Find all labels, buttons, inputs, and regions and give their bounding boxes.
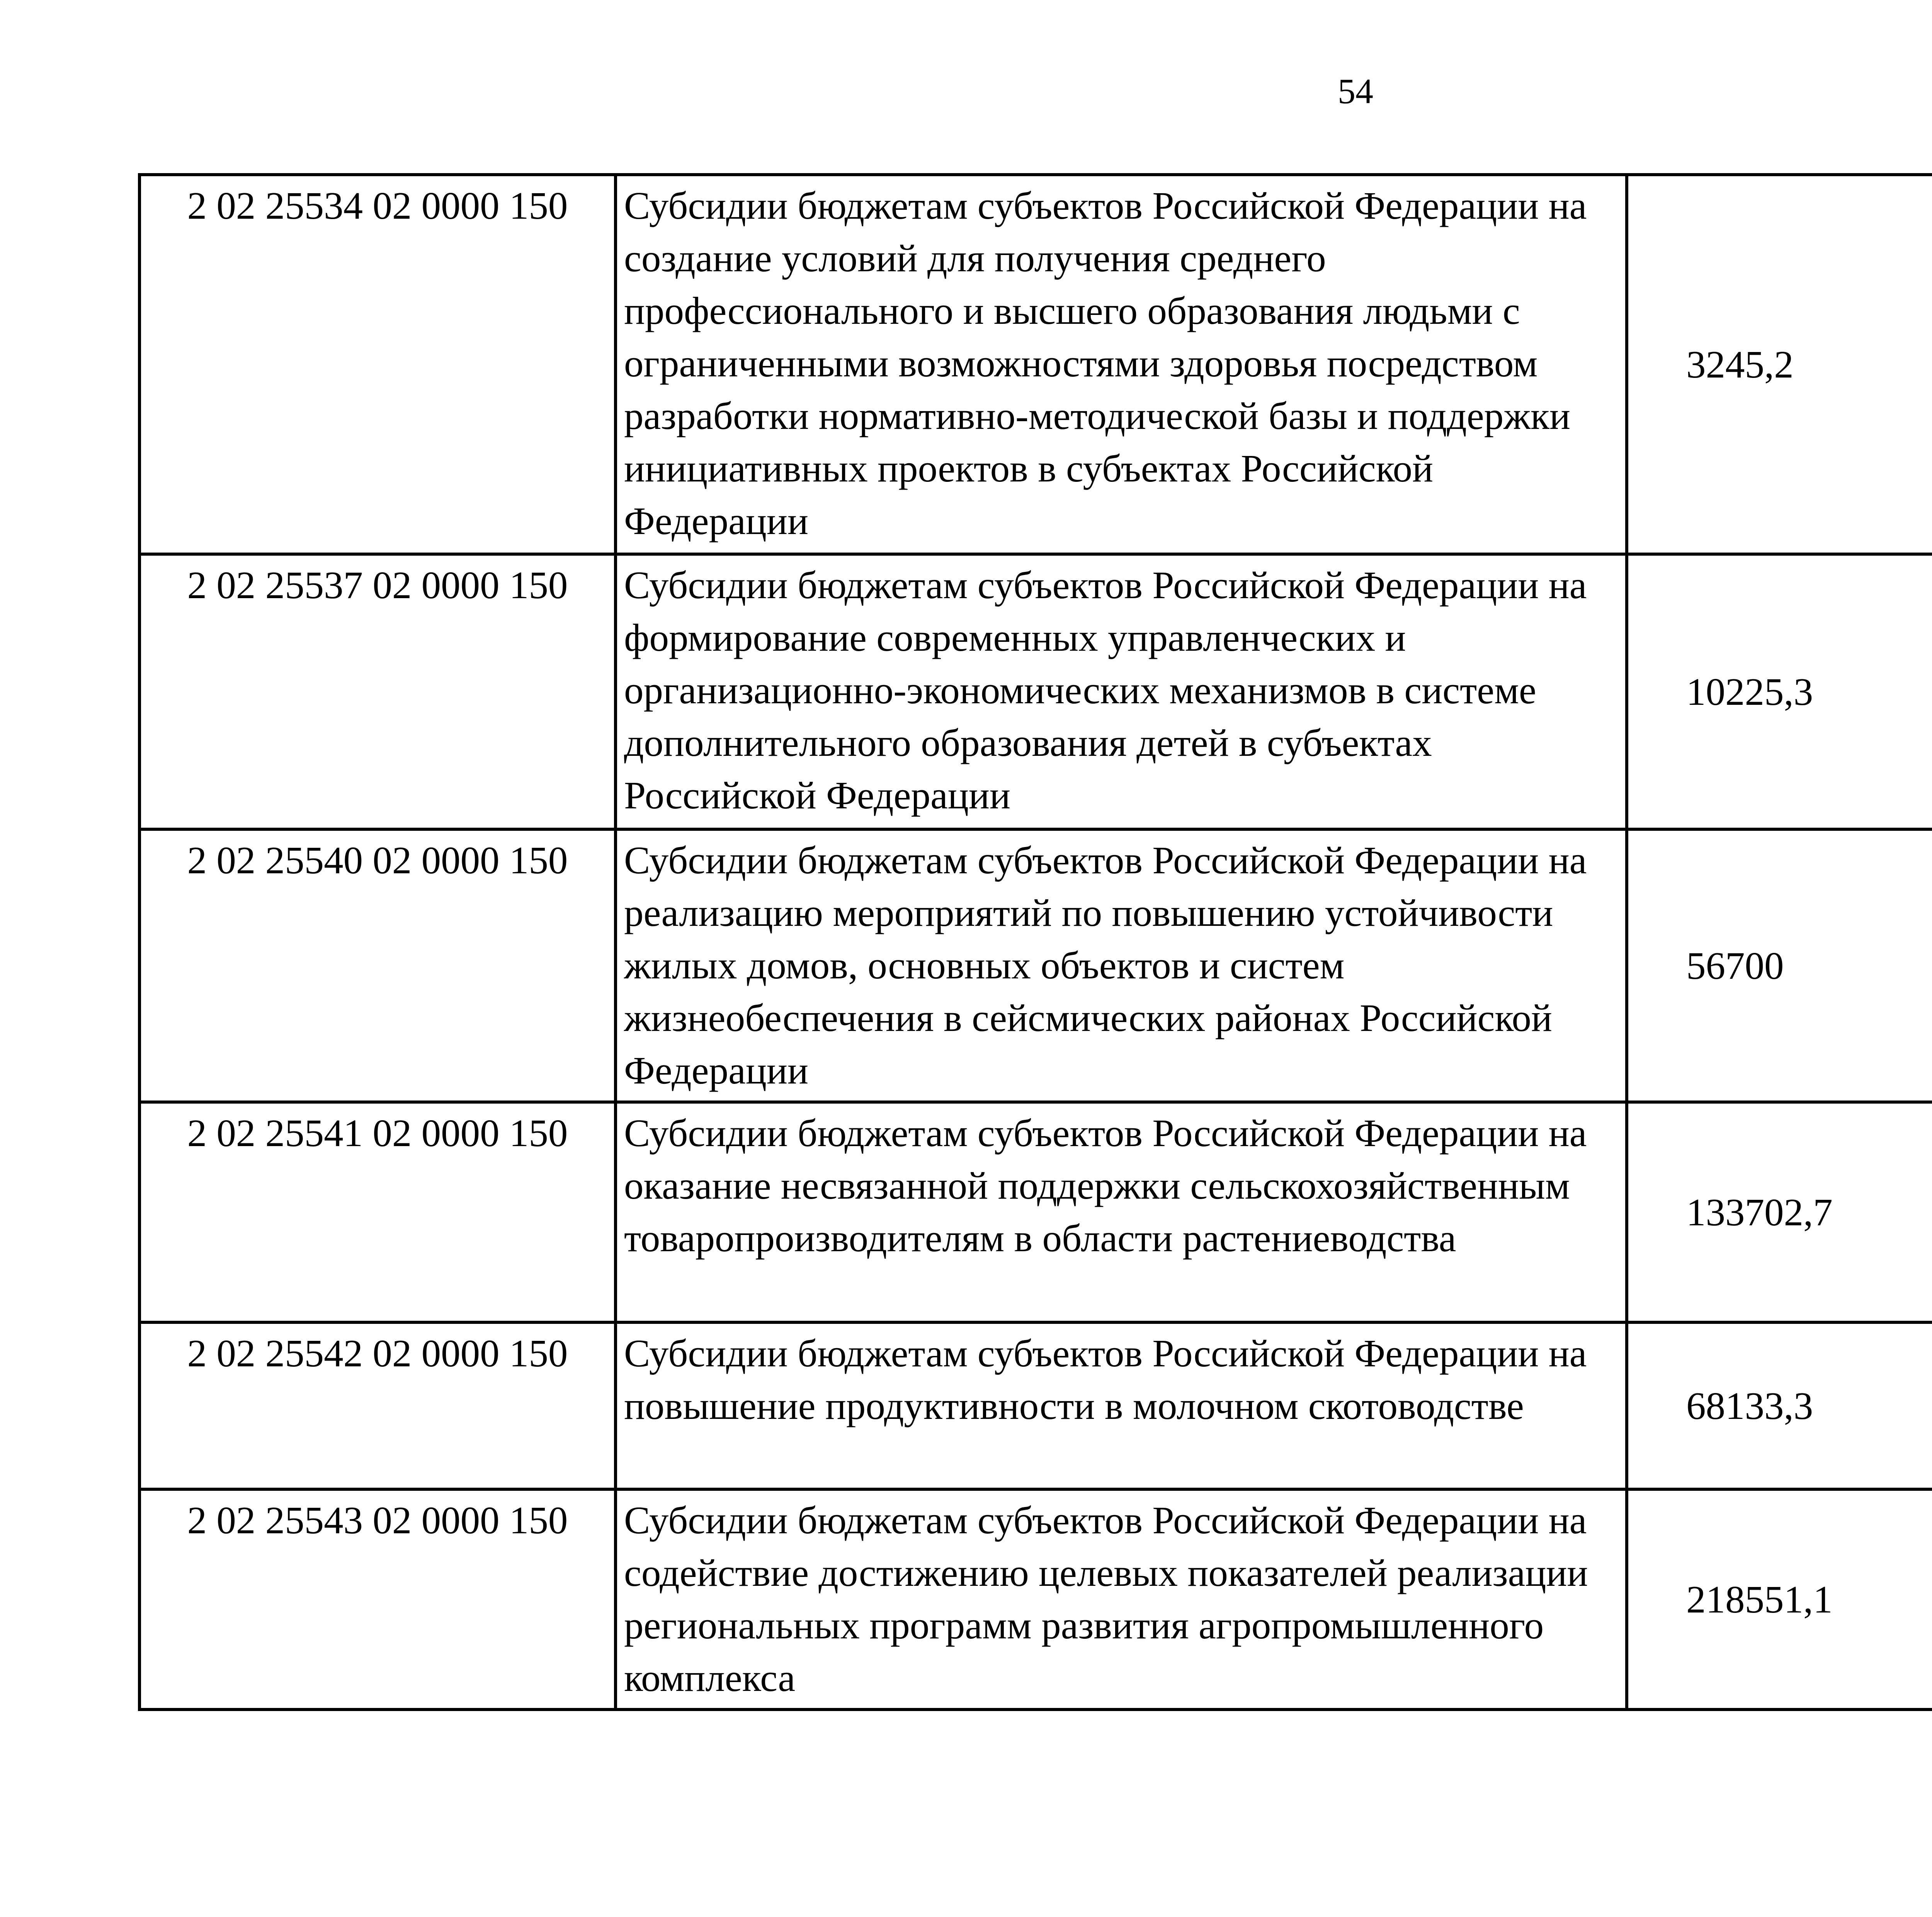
table-row (139, 829, 1932, 1102)
subsidy-description: Субсидии бюджетам субъектов Российской Федерации на реализацию мероприятий по повышению устойчивости жилых домов, основных объектов и систем жизнеобеспечения в сейсмических районах Российской Федерации (616, 829, 1627, 1102)
amount-year-1: 3245,2 (1627, 175, 1932, 554)
subsidy-description: Субсидии бюджетам субъектов Российской Федерации на оказание несвязанной поддержки сельскохозяйственным товаропроизводителям в области растениеводства (616, 1102, 1627, 1322)
page-number: 54 (1338, 71, 1373, 111)
subsidy-description: Субсидии бюджетам субъектов Российской Федерации на создание условий для получения среднего профессионального и высшего образования людьми с ограниченными возможностями здоровья посредством разработки нормативно-методической базы и поддержки инициативных проектов в субъектах Российской Федерации (616, 175, 1627, 554)
amount-year-1: 133702,7 (1627, 1102, 1932, 1322)
table-row (139, 175, 1932, 554)
budget-code: 2 02 25537 02 0000 150 (139, 554, 616, 829)
table-row (139, 1102, 1932, 1322)
amount-year-1: 56700 (1627, 829, 1932, 1102)
budget-code: 2 02 25543 02 0000 150 (139, 1489, 616, 1709)
subsidy-description: Субсидии бюджетам субъектов Российской Федерации на формирование современных управленческих и организационно-экономических механизмов в системе дополнительного образования детей в субъектах Российской Федерации (616, 554, 1627, 829)
budget-code: 2 02 25542 02 0000 150 (139, 1322, 616, 1489)
table-row (139, 1322, 1932, 1489)
subsidy-description: Субсидии бюджетам субъектов Российской Федерации на повышение продуктивности в молочном скотоводстве (616, 1322, 1627, 1489)
table-row (139, 554, 1932, 829)
amount-year-1: 218551,1 (1627, 1489, 1932, 1709)
budget-code: 2 02 25541 02 0000 150 (139, 1102, 616, 1322)
budget-code: 2 02 25534 02 0000 150 (139, 175, 616, 554)
subsidy-description: Субсидии бюджетам субъектов Российской Федерации на содействие достижению целевых показателей реализации региональных программ развития агропромышленного комплекса (616, 1489, 1627, 1709)
amount-year-1: 10225,3 (1627, 554, 1932, 829)
budget-table (138, 173, 1932, 1711)
table-row (139, 1489, 1932, 1709)
budget-code: 2 02 25540 02 0000 150 (139, 829, 616, 1102)
amount-year-1: 68133,3 (1627, 1322, 1932, 1489)
